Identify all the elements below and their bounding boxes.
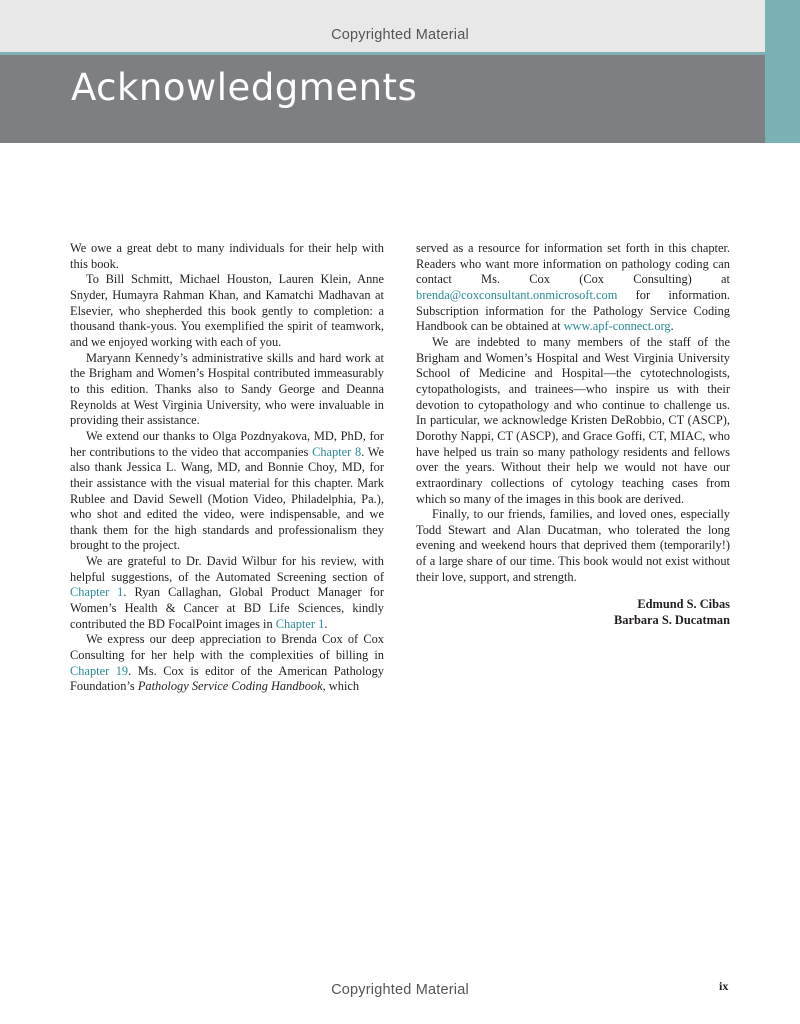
paragraph-5-text-b: . Ryan Callaghan, Global Product Manager for Women’s Health & Cancer at BD Life Sciences, kindly contributed the BD FocalPoint images in bbox=[70, 585, 384, 631]
chapter-19-link[interactable]: Chapter 19 bbox=[70, 663, 129, 678]
signatures bbox=[416, 596, 730, 628]
chapter-1-link-second[interactable]: Chapter 1 bbox=[275, 616, 325, 631]
paragraph-4-text-a: We extend our thanks to Olga Pozdnyakova, MD, PhD, for her contributions to the video that accompanies bbox=[70, 428, 384, 459]
paragraph-2: To Bill Schmitt, Michael Houston, Lauren Klein, Anne Snyder, Humayra Rahman Khan, and Kamatchi Madhavan at Elsevier, who shepherded this book gently to completion: a thousand thank-yous. You exemplified the spirit of teamwork, and we enjoyed working with each of you. bbox=[70, 272, 384, 349]
signature-2: Barbara S. Ducatman bbox=[614, 613, 730, 628]
paragraph-7-text-b: for information. Subscription information for the Pathology Service Coding Handbook can be obtained at bbox=[416, 287, 730, 334]
paragraph-5 bbox=[70, 554, 384, 632]
page-title: Acknowledgments bbox=[71, 66, 418, 109]
paragraph-6-text-b: . Ms. Cox is editor of the American Pathology Foundation’s bbox=[70, 663, 385, 694]
paragraph-6 bbox=[70, 632, 384, 695]
signature-1: Edmund S. Cibas bbox=[637, 597, 730, 612]
paragraph-7 bbox=[416, 241, 730, 335]
paragraph-9: Finally, to our friends, families, and loved ones, especially Todd Stewart and Alan Ducatman, who tolerated the long evening and weekend hours that deprived them (temporarily!) of a large share of our time. This book would not exist without their love, support, and strength. bbox=[416, 507, 730, 584]
left-column bbox=[70, 241, 384, 695]
teal-corner-strip bbox=[765, 0, 800, 143]
watermark-bottom: Copyrighted Material bbox=[331, 982, 469, 998]
paragraph-4-text-b: . We also thank Jessica L. Wang, MD, and Bonnie Choy, MD, for their assistance with the visual material for this chapter. Mark Rublee and David Sewell (Motion Video, Philadelphia, Pa.), who shot and edited the video, were indispensable, and we thank them for the high standards and professionalism they brought to the project. bbox=[70, 444, 384, 553]
paragraph-3: Maryann Kennedy’s administrative skills and hard work at the Brigham and Women’s Hospital contributed immeasurably to this edition. Thanks also to Sandy George and Deanna Reynolds at West Virginia University, who were invaluable in providing their assistance. bbox=[70, 350, 384, 428]
paragraph-8: We are indebted to many members of the staff of the Brigham and Women’s Hospital and West Virginia University School of Medicine and Hospital—the cytotechnologists, cytopathologists, and trainees—who inspire us with their devotion to cytopathology and who continue to challenge us. In particular, we acknowledge Kristen DeRobbio, CT (ASCP), Dorothy Nappi, CT (ASCP), and Grace Goffi, CT, MIAC, who have helped us train so many pathology residents and fellows over the years. Without their help we would not have our extraordinary collections of cytology teaching cases from which so many of the images in this book are derived. bbox=[416, 334, 730, 506]
paragraph-7-text-a: served as a resource for information set forth in this chapter. Readers who want more information on pathology coding can contact Ms. Cox (Cox Consulting) at bbox=[416, 241, 730, 287]
paragraph-1: We owe a great debt to many individuals for their help with this book. bbox=[70, 241, 384, 271]
paragraph-7-text-c: . bbox=[670, 319, 674, 334]
paragraph-5-text-c: . bbox=[324, 616, 328, 631]
page-number: ix bbox=[719, 979, 729, 993]
top-band bbox=[0, 0, 765, 52]
paragraph-6-text-c: , which bbox=[322, 679, 360, 694]
paragraph-4 bbox=[70, 429, 384, 554]
watermark-top: Copyrighted Material bbox=[331, 27, 469, 43]
right-column bbox=[416, 241, 730, 628]
chapter-1-link[interactable]: Chapter 1 bbox=[70, 585, 124, 600]
website-link[interactable]: www.apf-connect.org bbox=[563, 319, 671, 334]
paragraph-6-text-a: We express our deep appreciation to Brenda Cox of Cox Consulting for her help with the complexities of billing in bbox=[70, 632, 384, 663]
email-link[interactable]: brenda@coxconsultant.onmicrosoft.com bbox=[416, 287, 618, 302]
paragraph-5-text-a: We are grateful to Dr. David Wilbur for his review, with helpful suggestions, of the Automated Screening section of bbox=[70, 554, 384, 584]
chapter-8-link[interactable]: Chapter 8 bbox=[312, 444, 362, 459]
handbook-title: Pathology Service Coding Handbook bbox=[137, 679, 323, 694]
